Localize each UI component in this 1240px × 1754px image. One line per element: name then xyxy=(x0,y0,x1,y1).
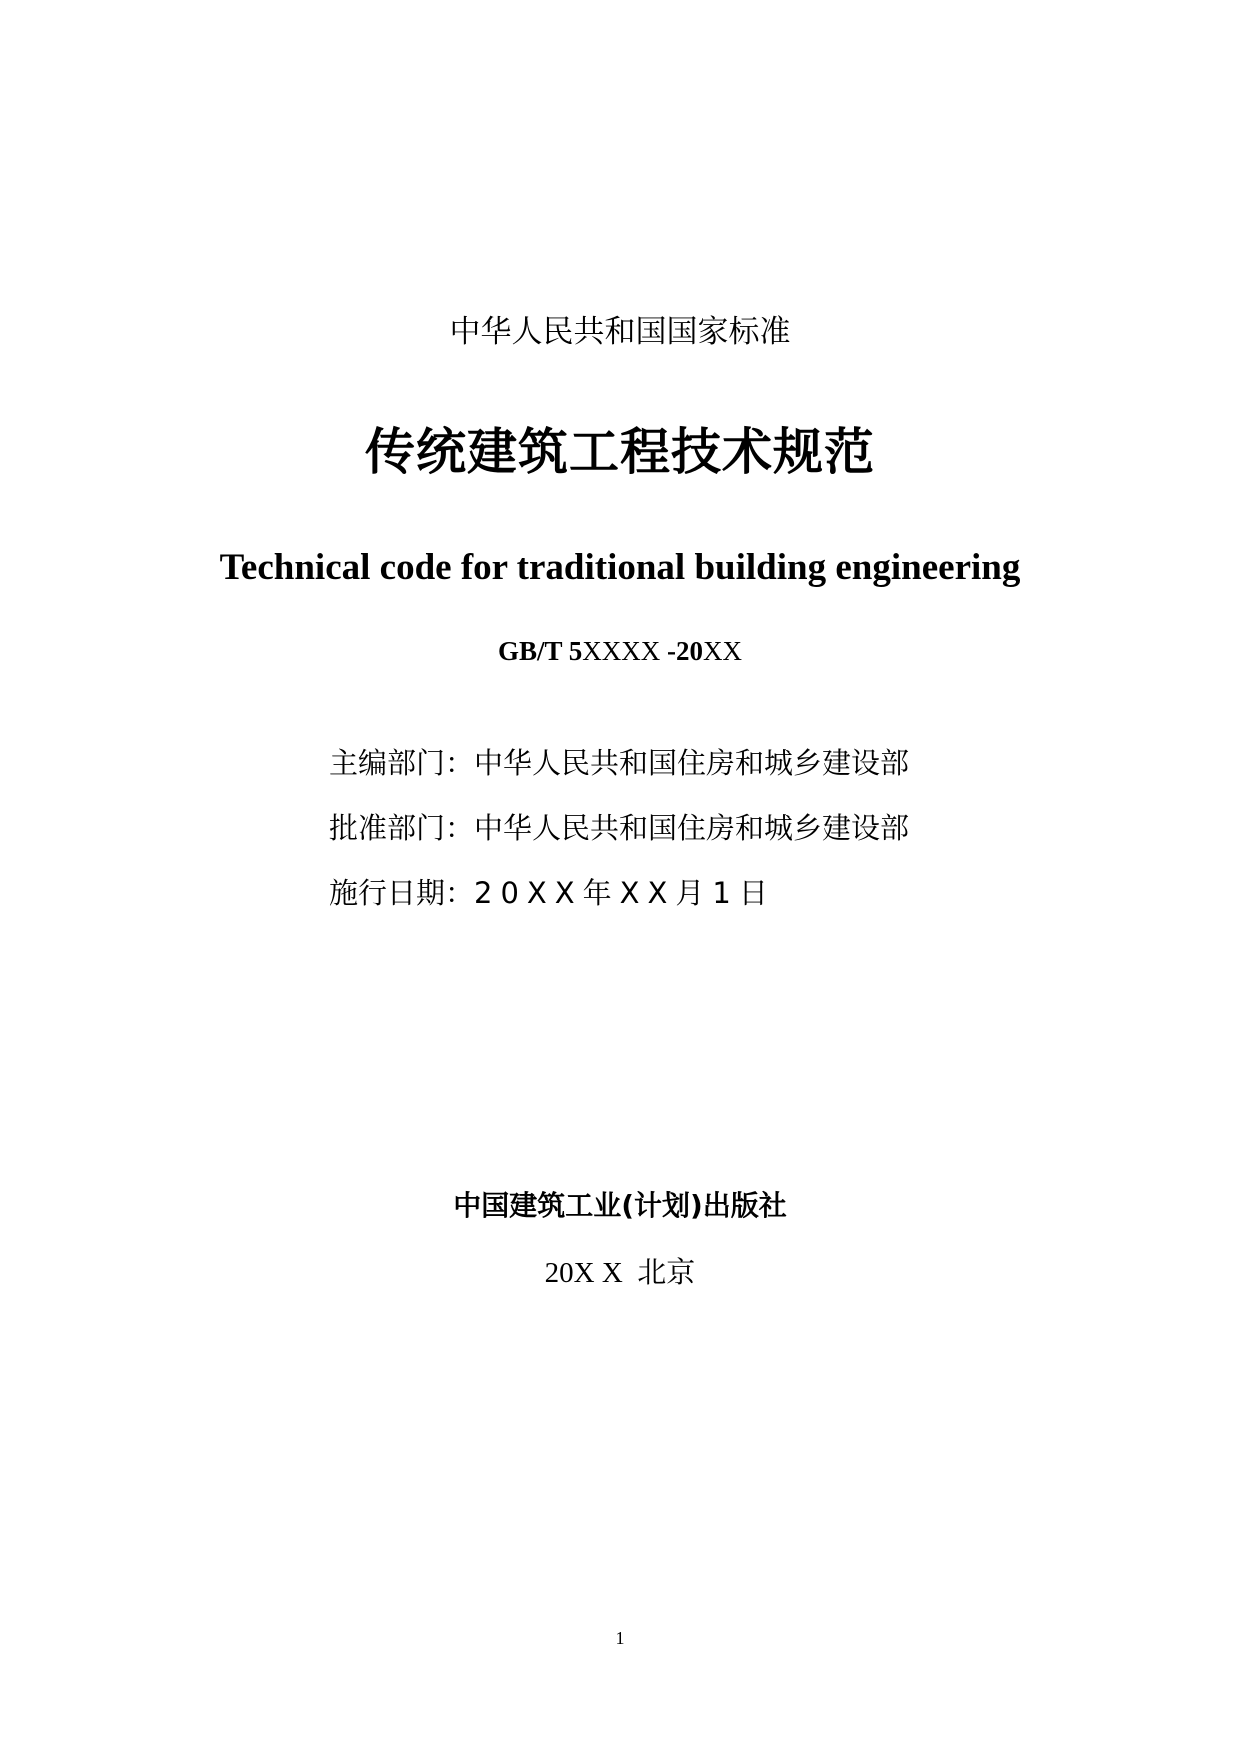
code-prefix: GB/T 5 xyxy=(497,636,583,666)
code-year-placeholder: XX xyxy=(703,636,743,666)
publisher: 中国建筑工业(计划)出版社 xyxy=(453,1189,787,1222)
info-row-effective-date xyxy=(329,872,909,937)
info-value: 中华人民共和国住房和城乡建设部 xyxy=(474,746,910,780)
standard-header: 中华人民共和国国家标准 xyxy=(449,314,791,350)
publish-place-year: 20X X 北京 xyxy=(544,1257,696,1289)
standard-code xyxy=(0,636,1240,667)
info-label: 批准部门： xyxy=(329,811,475,845)
info-row-approver xyxy=(329,807,909,872)
document-title-en: Technical code for traditional building engineering xyxy=(219,547,1021,588)
code-number-placeholder: XXXX xyxy=(582,636,661,666)
info-row-editor xyxy=(329,742,909,807)
code-year-prefix: -20 xyxy=(660,636,704,666)
info-label: 施行日期： xyxy=(329,876,475,910)
page-number: 1 xyxy=(615,1628,625,1648)
info-block xyxy=(329,742,909,937)
document-title-cn: 传统建筑工程技术规范 xyxy=(365,423,875,481)
info-value-date: 20XX年XX月1日 xyxy=(474,876,776,910)
info-label: 主编部门： xyxy=(329,746,475,780)
info-value: 中华人民共和国住房和城乡建设部 xyxy=(474,811,910,845)
